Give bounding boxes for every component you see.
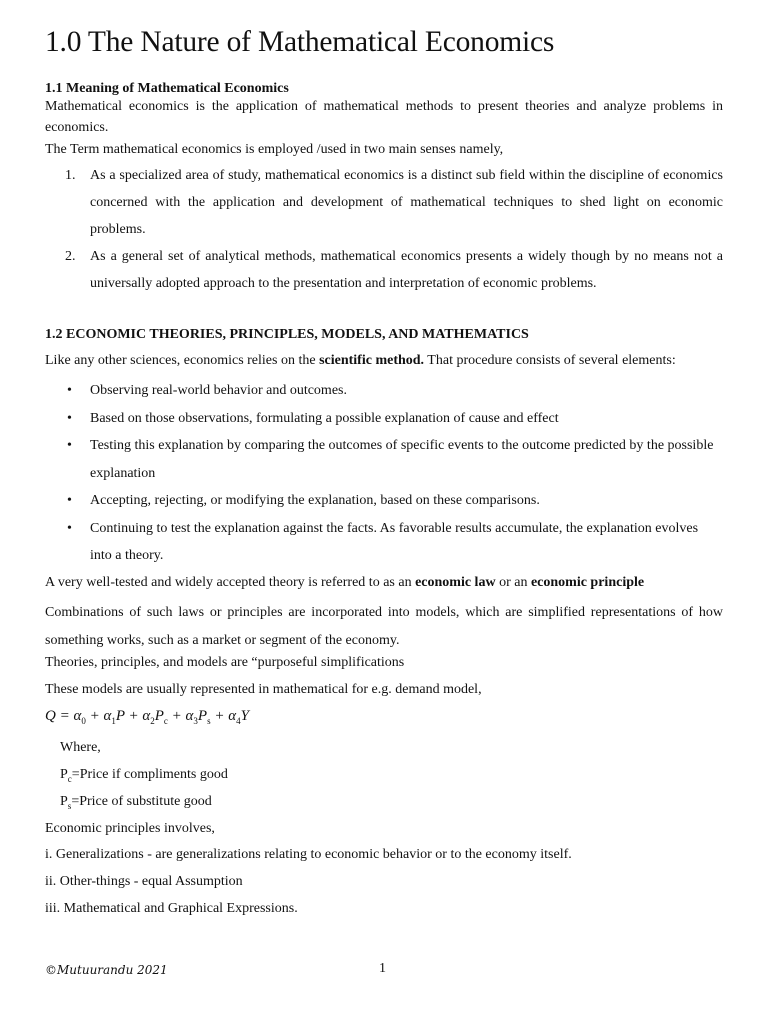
pc-definition: $P_c=Price$ if compliments good [60,767,228,784]
where-label: Where, [60,740,101,755]
principle-item: iii. Mathematical and Graphical Expressions. [45,901,298,916]
section-1-senses-intro: The Term mathematical economics is employed /used in two main senses namely, [45,142,504,157]
ps-definition-text: =Price of substitute good [71,794,212,809]
scientific-method-intro [45,353,676,369]
models-line: These models are usually represented in mathematical for e.g. demand model, [45,682,482,697]
bullet-item: • Accepting, rejecting, or modifying the explanation, based on these comparisons. [45,487,723,515]
scientific-method-bullets [45,377,723,570]
intro-text: Like any other sciences, economics relies on the [45,353,320,368]
numbered-list-item [45,243,723,297]
intro-bold-text: scientific method. [319,353,425,368]
numbered-list-item [45,162,723,243]
footer-copyright: ©Mutuurandu 2021 [45,963,168,977]
page-number: 1 [379,961,386,976]
principle-item: ii. Other-things - equal Assumption [45,874,243,889]
economic-law-sentence [45,575,644,591]
law-text: or an [495,575,531,590]
combinations-paragraph: Combinations of such laws or principles are incorporated into models, which are simplified representations of how something works, such as a market or segment of the economy. [45,605,723,648]
law-bold-text: economic law [415,575,496,590]
list-number: 1. [65,168,76,183]
senses-numbered-list [45,162,723,297]
list-item-text: As a specialized area of study, mathematical economics is a distinct sub field within the discipline of economics concerned with the application and development of mathematical techniques to shed light on economic problems. [90,168,723,237]
ps-definition: $P_s=Price$ of substitute good [60,794,212,811]
list-item-text: As a general set of analytical methods, mathematical economics presents a widely though by no means not a universally adopted approach to the presentation and interpretation of economic problems. [90,249,723,291]
pc-definition-text: =Price if compliments good [71,767,228,782]
bullet-item: • Testing this explanation by comparing the outcomes of specific events to the outcome predicted by the possible explanation [45,432,723,487]
bullet-item: • Based on those observations, formulating a possible explanation of cause and effect [45,405,723,433]
bullet-item: • Continuing to test the explanation against the facts. As favorable results accumulate, the explanation evolves into a theory. [45,515,723,570]
document-title: 1.0 The Nature of Mathematical Economics [45,26,555,58]
law-text: A very well-tested and widely accepted theory is referred to as an [45,575,416,590]
list-number: 2. [65,249,76,264]
law-bold-text: economic principle [530,575,645,590]
section-1-heading: 1.1 Meaning of Mathematical Economics [45,81,289,96]
intro-text: That procedure consists of several elements: [424,353,676,368]
demand-model-equation: $Q = \alpha_0 + \alpha_1P + \alpha_2P_c + \alpha_3P_s + \alpha_4Y$ [45,708,249,726]
principles-intro: Economic principles involves, [45,821,215,836]
purposeful-line: Theories, principles, and models are “purposeful simplifications [45,655,405,670]
bullet-item: • Observing real-world behavior and outcomes. [45,377,723,405]
principle-item: i. Generalizations - are generalizations relating to economic behavior or to the economy itself. [45,847,572,862]
section-2-heading: 1.2 ECONOMIC THEORIES, PRINCIPLES, MODELS, AND MATHEMATICS [45,327,529,342]
section-1-paragraph: Mathematical economics is the application of mathematical methods to present theories and analyze problems in economics. [45,99,723,135]
